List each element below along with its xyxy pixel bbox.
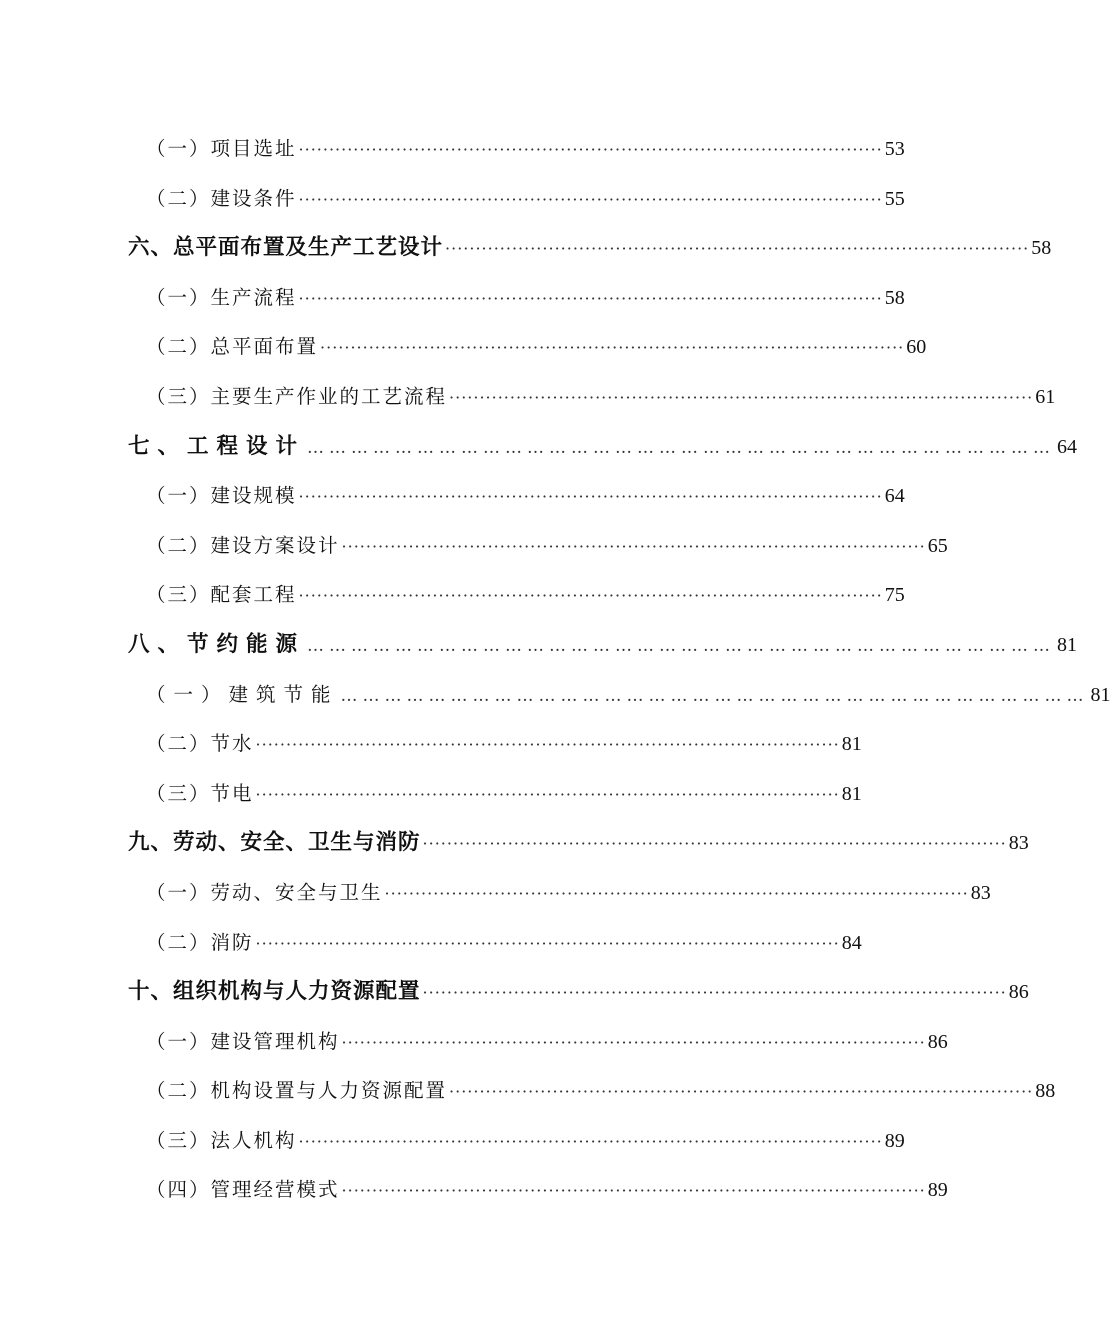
toc-entry-page: 83	[1008, 832, 1029, 855]
toc-entry[interactable]	[128, 868, 991, 918]
toc-entry-title: （二）消防	[146, 930, 254, 954]
toc-entry-title: （三）法人机构	[146, 1128, 297, 1152]
toc-entry[interactable]	[128, 471, 905, 521]
dot-leader: ································································································	[341, 1032, 926, 1052]
dot-leader: ································································································	[422, 834, 1007, 854]
toc-entry[interactable]	[128, 521, 948, 571]
dot-leader: ································································································	[422, 983, 1007, 1003]
toc-chapter-title: 八、节约能源	[128, 631, 306, 657]
toc-entry[interactable]	[128, 918, 862, 968]
dot-leader: …………………………………………………………………………………………	[340, 685, 1089, 706]
dot-leader: …………………………………………………………………………………………	[307, 635, 1056, 656]
toc-entry-page: 83	[970, 881, 991, 904]
dot-leader: ································································································	[449, 1082, 1034, 1102]
toc-entry-page: 65	[927, 534, 948, 557]
toc-entry-title: （三）主要生产作业的工艺流程	[146, 384, 448, 408]
toc-entry-title: （二）建设方案设计	[146, 533, 340, 557]
toc-chapter-title: 六、总平面布置及生产工艺设计	[128, 235, 444, 261]
toc-entry[interactable]	[128, 322, 927, 372]
toc-chapter-entry[interactable]	[128, 620, 1078, 670]
dot-leader: ································································································	[298, 288, 883, 308]
toc-entry-page: 58	[884, 286, 905, 309]
dot-leader: …………………………………………………………………………………………	[307, 437, 1056, 458]
toc-entry-title: （一）劳动、安全与卫生	[146, 880, 383, 904]
dot-leader: ································································································	[320, 338, 905, 358]
toc-chapter-title: 七、工程设计	[128, 433, 306, 459]
dot-leader: ································································································	[255, 735, 840, 755]
toc-entry-page: 64	[884, 485, 905, 508]
toc-entry[interactable]	[128, 570, 905, 620]
dot-leader: ································································································	[298, 487, 883, 507]
toc-entry-title: （三）配套工程	[146, 583, 297, 607]
toc-chapter-entry[interactable]	[128, 422, 1078, 472]
toc-entry-title: （一）建设管理机构	[146, 1029, 340, 1053]
dot-leader: ································································································	[298, 586, 883, 606]
toc-entry-page: 81	[1057, 633, 1078, 656]
table-of-contents	[128, 124, 1111, 1215]
toc-entry-page: 81	[841, 782, 862, 805]
toc-chapter-entry[interactable]	[128, 223, 1052, 273]
toc-entry-title: （二）节水	[146, 732, 254, 756]
toc-chapter-title: 十、组织机构与人力资源配置	[128, 979, 421, 1005]
toc-entry-page: 81	[841, 733, 862, 756]
toc-chapter-title: 九、劳动、安全、卫生与消防	[128, 830, 421, 856]
toc-entry[interactable]	[128, 769, 862, 819]
dot-leader: ································································································	[298, 1131, 883, 1151]
dot-leader: ································································································	[298, 140, 883, 159]
toc-entry-page: 53	[884, 138, 905, 160]
toc-chapter-entry[interactable]	[128, 967, 1029, 1017]
dot-leader: ································································································	[341, 536, 926, 556]
toc-entry[interactable]	[128, 273, 905, 323]
toc-entry-page: 81	[1090, 683, 1111, 706]
toc-entry[interactable]	[128, 670, 1111, 720]
toc-entry-title: （三）节电	[146, 781, 254, 805]
toc-entry-page: 64	[1057, 435, 1078, 458]
dot-leader: ································································································	[384, 883, 969, 903]
toc-entry[interactable]	[128, 719, 862, 769]
toc-entry[interactable]	[128, 1066, 1056, 1116]
toc-entry-title: （二）建设条件	[146, 186, 297, 210]
toc-entry-page: 89	[927, 1179, 948, 1202]
toc-entry[interactable]	[128, 1017, 948, 1067]
toc-entry-title: （一）建设规模	[146, 484, 297, 508]
toc-entry-page: 58	[1031, 237, 1052, 260]
toc-entry-title: （一）建筑节能	[146, 682, 339, 706]
toc-entry-page: 55	[884, 187, 905, 210]
toc-entry-title: （二）总平面布置	[146, 335, 319, 359]
toc-entry-page: 89	[884, 1129, 905, 1152]
toc-entry-page: 88	[1035, 1080, 1056, 1103]
dot-leader: ································································································	[255, 784, 840, 804]
toc-entry-page: 60	[906, 336, 927, 359]
toc-entry-page: 75	[884, 584, 905, 607]
toc-entry-title: （一）生产流程	[146, 285, 297, 309]
toc-entry[interactable]	[128, 124, 905, 174]
toc-entry-page: 84	[841, 931, 862, 954]
toc-entry[interactable]	[128, 174, 905, 224]
toc-entry-title: （四）管理经营模式	[146, 1178, 340, 1202]
toc-entry-page: 86	[927, 1030, 948, 1053]
dot-leader: ································································································	[341, 1181, 926, 1201]
toc-entry[interactable]	[128, 372, 1056, 422]
toc-entry-title: （二）机构设置与人力资源配置	[146, 1079, 448, 1103]
toc-entry-title: （一）项目选址	[146, 137, 297, 160]
dot-leader: ································································································	[449, 387, 1034, 407]
toc-chapter-entry[interactable]	[128, 818, 1029, 868]
dot-leader: ································································································	[298, 189, 883, 209]
toc-entry[interactable]	[128, 1165, 948, 1215]
dot-leader: ································································································	[255, 933, 840, 953]
toc-entry-page: 61	[1035, 385, 1056, 408]
toc-entry-page: 86	[1008, 981, 1029, 1004]
toc-entry[interactable]	[128, 1116, 905, 1166]
dot-leader: ································································································	[445, 239, 1030, 259]
